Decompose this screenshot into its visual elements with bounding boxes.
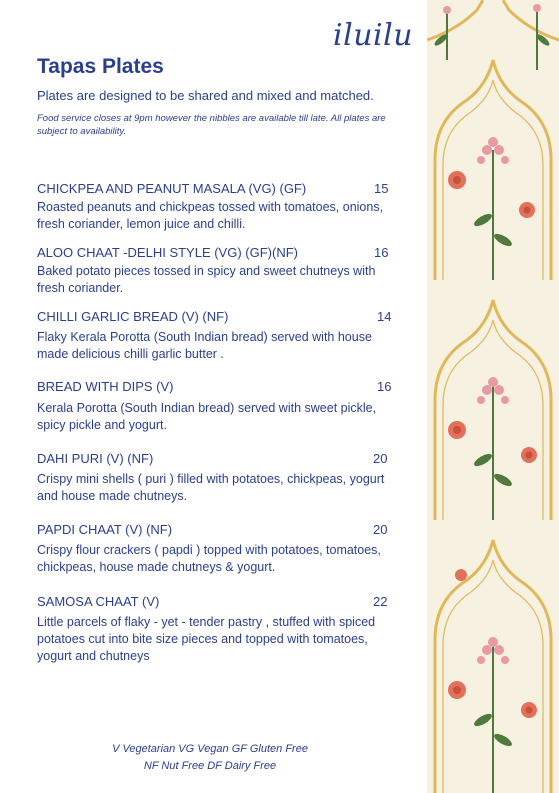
menu-item	[37, 450, 392, 505]
menu-item-name: BREAD WITH DIPS (V)	[37, 379, 174, 394]
menu-item-description: Crispy mini shells ( puri ) filled with potatoes, chickpeas, yogurt and house made chutneys.	[37, 472, 385, 503]
menu-item-name: SAMOSA CHAAT (V)	[37, 594, 160, 609]
menu-item	[37, 521, 392, 576]
menu-item-description: Little parcels of flaky - yet - tender pastry , stuffed with spiced potatoes cut into bite size pieces and topped with tomatoes, yogurt and chutneys	[37, 615, 376, 663]
menu-item-price: 22	[373, 594, 388, 609]
menu-item-name: ALOO CHAAT -DELHI STYLE (VG) (GF)(NF)	[37, 245, 298, 260]
menu-item	[37, 180, 392, 233]
menu-item-price: 20	[373, 451, 388, 466]
menu-item-description: Kerala Porotta (South Indian bread) served with sweet pickle, spicy pickle and yogurt.	[37, 401, 377, 432]
menu-item-name: DAHI PURI (V) (NF)	[37, 451, 154, 466]
menu-item-name: CHICKPEA AND PEANUT MASALA (VG) (GF)	[37, 181, 307, 196]
legend-line: V Vegetarian VG Vegan GF Gluten Free	[112, 743, 308, 755]
menu-item	[37, 378, 392, 434]
menu-item-name: PAPDI CHAAT (V) (NF)	[37, 522, 173, 537]
menu-item	[37, 593, 392, 665]
page-title: Tapas Plates	[37, 55, 164, 78]
menu-item	[37, 308, 392, 363]
menu-item-price: 14	[377, 309, 392, 324]
intro-text: Plates are designed to be shared and mixed and matched.	[37, 88, 374, 103]
dietary-legend	[0, 741, 420, 775]
legend-line: NF Nut Free DF Dairy Free	[143, 760, 277, 772]
floral-border-illustration	[427, 0, 559, 793]
menu-item-name: CHILLI GARLIC BREAD (V) (NF)	[37, 309, 229, 324]
menu-item-description: Baked potato pieces tossed in spicy and sweet chutneys with fresh coriander.	[37, 264, 376, 295]
menu-item-description: Roasted peanuts and chickpeas tossed with tomatoes, onions, fresh coriander, lemon juice and chilli.	[37, 200, 384, 231]
service-note: Food service closes at 9pm however the nibbles are available till late. All plates are subject to availability.	[37, 113, 386, 137]
brand-logo: iluilu	[333, 18, 414, 53]
menu-item-description: Crispy flour crackers ( papdi ) topped with potatoes, tomatoes, chickpeas, house made chutneys & yogurt.	[37, 543, 381, 574]
menu-item-price: 16	[377, 379, 392, 394]
menu-item-price: 15	[374, 181, 389, 196]
menu-item-price: 20	[373, 522, 388, 537]
menu-item	[37, 244, 392, 297]
menu-item-description: Flaky Kerala Porotta (South Indian bread) served with house made delicious chilli garlic butter .	[37, 330, 372, 361]
menu-item-price: 16	[374, 245, 389, 260]
